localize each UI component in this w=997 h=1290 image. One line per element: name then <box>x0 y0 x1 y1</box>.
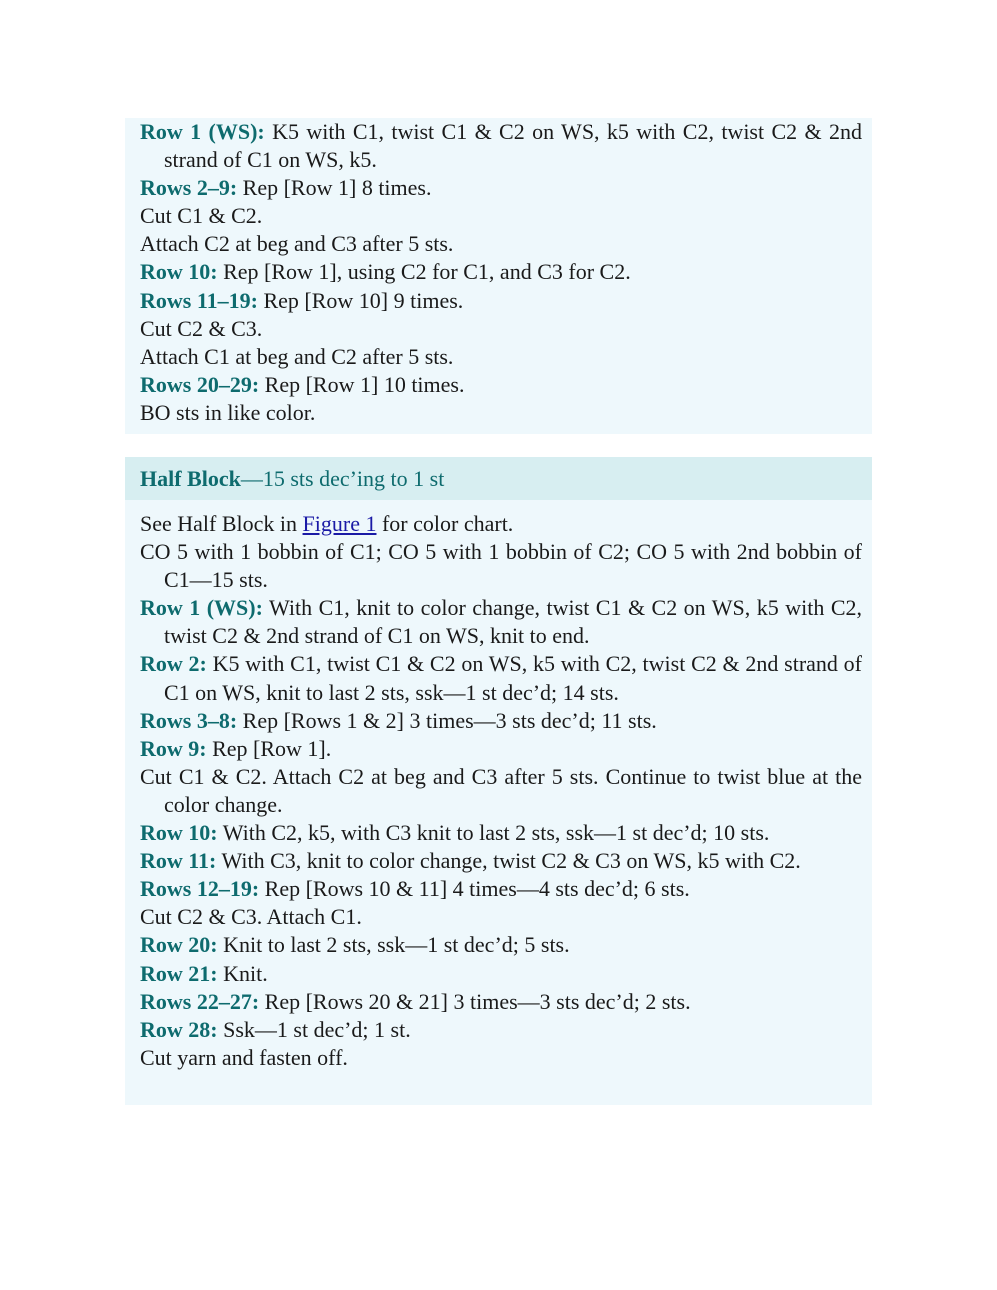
instruction-text: Rep [Row 1]. <box>206 735 332 761</box>
half-block-panel <box>125 457 872 1105</box>
instruction-line <box>140 230 862 258</box>
instruction-line <box>140 287 862 315</box>
instruction-text: Attach C1 at beg and C2 after 5 sts. <box>140 343 454 369</box>
instruction-text: Ssk—1 st dec’d; 1 st. <box>217 1016 411 1042</box>
instruction-line <box>140 875 862 903</box>
instruction-line <box>140 735 862 763</box>
figure-1-link[interactable]: Figure 1 <box>302 511 377 536</box>
row-label: Row 9: <box>140 735 207 761</box>
instruction-text: Rep [Rows 20 & 21] 3 times—3 sts dec’d; 2 sts. <box>259 988 691 1014</box>
instruction-text: Cut yarn and fasten off. <box>140 1044 348 1070</box>
half-block-header <box>125 457 872 500</box>
row-label: Rows 2–9: <box>140 175 238 201</box>
intro-text-before: See Half Block in <box>140 511 303 536</box>
instruction-line <box>140 538 862 594</box>
instruction-text: K5 with C1, twist C1 & C2 on WS, k5 with C2, twist C2 & 2nd strand of C1 on WS, k5. <box>164 119 862 173</box>
instruction-line <box>140 847 862 875</box>
instruction-text: Rep [Rows 1 & 2] 3 times—3 sts dec’d; 11 sts. <box>237 707 657 733</box>
instruction-text: K5 with C1, twist C1 & C2 on WS, k5 with C2, twist C2 & 2nd strand of C1 on WS, knit to last 2 sts, ssk—1 st dec’d; 14 sts. <box>164 651 862 705</box>
instruction-text: Rep [Row 10] 9 times. <box>257 287 464 313</box>
instruction-line <box>140 371 862 399</box>
instruction-text: Cut C1 & C2. Attach C2 at beg and C3 after 5 sts. Continue to twist blue at the color change. <box>140 763 862 817</box>
instruction-text: With C3, knit to color change, twist C2 & C3 on WS, k5 with C2. <box>216 848 801 874</box>
intro-text-after: for color chart. <box>376 511 514 536</box>
instruction-text: Rep [Row 1] 8 times. <box>237 175 432 201</box>
instruction-line <box>140 931 862 959</box>
instruction-lines <box>125 118 872 427</box>
instruction-line <box>140 174 862 202</box>
row-label: Row 28: <box>140 1016 218 1042</box>
row-label: Row 2: <box>140 651 207 677</box>
row-label: Row 20: <box>140 932 218 958</box>
row-label: Row 10: <box>140 259 218 285</box>
row-label: Rows 11–19: <box>140 287 258 313</box>
instruction-line <box>140 988 862 1016</box>
instruction-line <box>140 343 862 371</box>
instruction-line <box>140 258 862 286</box>
instruction-line <box>140 763 862 819</box>
instruction-text: CO 5 with 1 bobbin of C1; CO 5 with 1 bobbin of C2; CO 5 with 2nd bobbin of C1—15 sts. <box>140 539 862 593</box>
instruction-line <box>140 819 862 847</box>
instruction-text: With C2, k5, with C3 knit to last 2 sts, ssk—1 st dec’d; 10 sts. <box>217 820 770 846</box>
row-label: Row 1 (WS): <box>140 119 265 144</box>
instruction-line <box>140 315 862 343</box>
instruction-text: Cut C2 & C3. <box>140 315 263 341</box>
instruction-line <box>140 650 862 706</box>
row-label: Row 1 (WS): <box>140 595 263 621</box>
instruction-line <box>140 594 862 650</box>
row-label: Rows 12–19: <box>140 876 260 902</box>
instruction-line <box>140 1016 862 1044</box>
instruction-line <box>140 399 862 427</box>
instruction-text: Knit. <box>217 960 268 986</box>
instruction-text: Rep [Row 1], using C2 for C1, and C3 for C2. <box>217 259 631 285</box>
row-label: Rows 20–29: <box>140 371 260 397</box>
instruction-text: Knit to last 2 sts, ssk—1 st dec’d; 5 sts. <box>217 932 570 958</box>
instruction-text: BO sts in like color. <box>140 399 316 425</box>
instruction-line <box>140 960 862 988</box>
row-label: Row 11: <box>140 848 217 874</box>
row-label: Row 10: <box>140 820 218 846</box>
row-label: Rows 3–8: <box>140 707 238 733</box>
row-label: Rows 22–27: <box>140 988 260 1014</box>
instruction-line <box>140 118 862 174</box>
instruction-text: Attach C2 at beg and C3 after 5 sts. <box>140 231 454 257</box>
intro-line <box>140 510 862 538</box>
instruction-text: Cut C2 & C3. Attach C1. <box>140 904 362 930</box>
instruction-line <box>140 1044 862 1072</box>
instruction-lines <box>125 500 872 1072</box>
half-block-title: Half Block <box>140 466 241 491</box>
row-label: Row 21: <box>140 960 218 986</box>
instruction-line <box>140 707 862 735</box>
instruction-text: With C1, knit to color change, twist C1 & C2 on WS, k5 with C2, twist C2 & 2nd strand of C1 on WS, knit to end. <box>164 595 862 649</box>
instruction-line <box>140 903 862 931</box>
instruction-text: Rep [Row 1] 10 times. <box>259 371 465 397</box>
instruction-text: Cut C1 & C2. <box>140 203 263 229</box>
instruction-line <box>140 202 862 230</box>
half-block-subtitle: —15 sts dec’ing to 1 st <box>240 466 445 491</box>
instructions-panel-top <box>125 118 872 434</box>
instruction-text: Rep [Rows 10 & 11] 4 times—4 sts dec’d; 6 sts. <box>259 876 690 902</box>
